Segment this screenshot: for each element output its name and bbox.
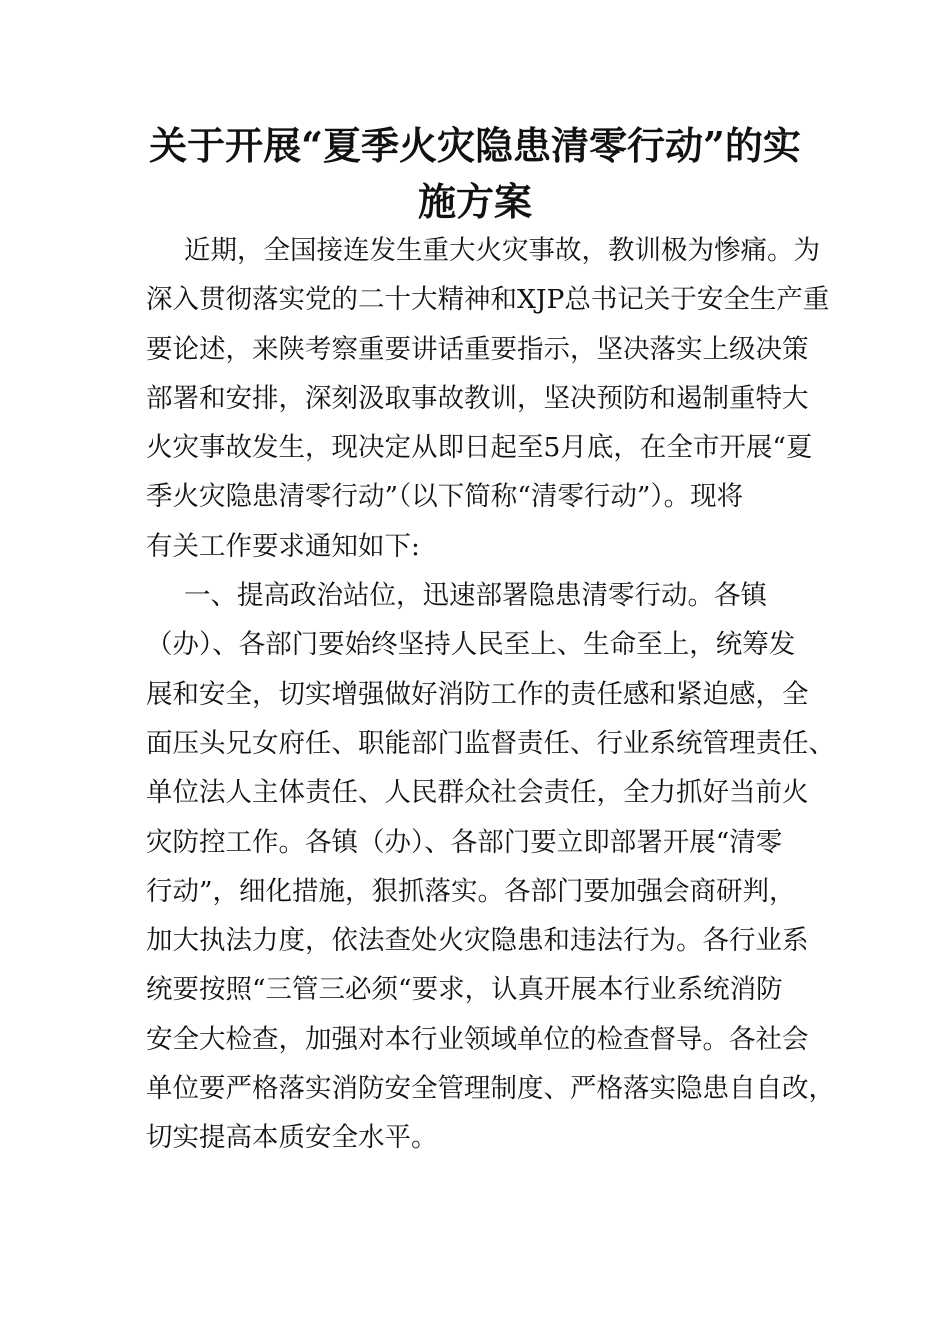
document-body [146,226,835,1163]
title-line: 关于开展“夏季火灾隐患清零行动”的实 [149,123,801,168]
paragraph-line: 一、提高政治站位，迅速部署隐患清零行动。各镇 [184,580,767,612]
paragraph-line: 季火灾隐患清零行动”（以下简称“清零行动”）。现将 [146,481,744,513]
paragraph-line: 展和安全，切实增强做好消防工作的责任感和紧迫感，全 [146,678,809,710]
paragraph-line: 单位要严格落实消防安全管理制度、严格落实隐患自自改， [146,1073,835,1105]
title-line: 施方案 [417,179,532,224]
paragraph-line: 切实提高本质安全水平。 [146,1122,438,1154]
paragraph-line: （办）、各部门要始终坚持人民至上、生命至上，统筹发 [146,629,796,661]
section-1-paragraph [146,571,835,1163]
paragraph-line: 部署和安排，深刻汲取事故教训，坚决预防和遏制重特大 [146,382,809,414]
paragraph-line: 统要按照“三管三必须“要求，认真开展本行业系统消防 [146,974,783,1006]
paragraph-line: 深入贯彻落实党的二十大精神和XJP总书记关于安全生产重 [146,284,830,316]
paragraph-line: 安全大检查，加强对本行业领域单位的检查督导。各社会 [146,1023,809,1055]
paragraph-line: 加大执法力度，依法查处火灾隐患和违法行为。各行业系 [146,925,809,957]
paragraph-line: 单位法人主体责任、人民群众社会责任，全力抓好当前火 [146,777,809,809]
paragraph-line: 行动”，细化措施，狠抓落实。各部门要加强会商研判， [146,875,796,907]
paragraph-line: 近期，全国接连发生重大火灾事故，教训极为惨痛。为 [184,235,820,266]
paragraph-line: 要论述，来陕考察重要讲话重要指示，坚决落实上级决策 [146,333,809,365]
paragraph-line: 有关工作要求通知如下: [146,530,420,562]
document-title [140,118,810,230]
paragraph-line: 火灾事故发生，现决定从即日起至5月底，在全市开展“夏 [146,432,813,464]
paragraph-line: 面压头兄女府任、职能部门监督责任、行业系统管理责任、 [146,727,835,759]
paragraph-line: 灾防控工作。各镇（办）、各部门要立即部署开展“清零 [146,826,783,858]
intro-paragraph [146,226,830,571]
